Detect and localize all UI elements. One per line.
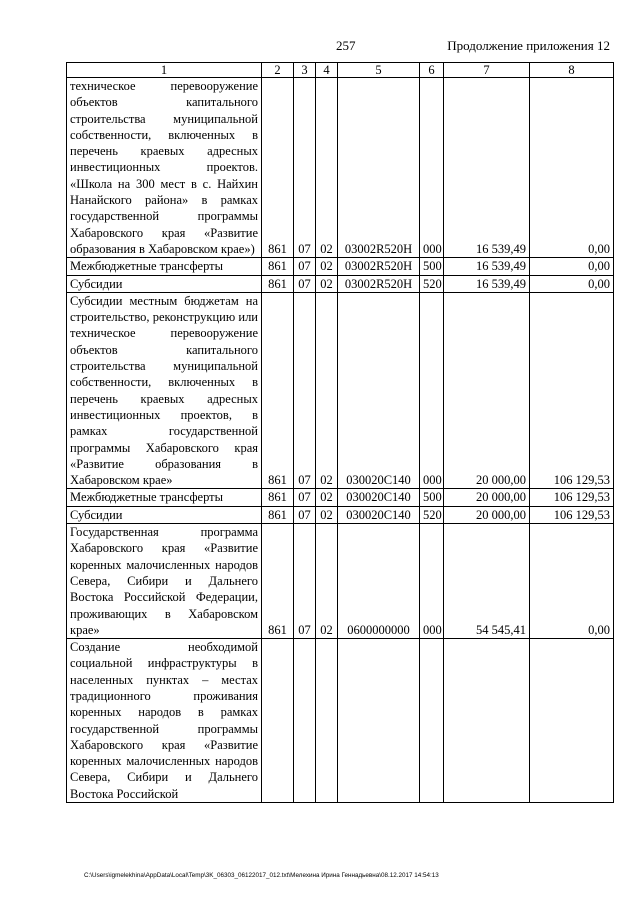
amount-col7: 20 000,00 xyxy=(444,506,530,523)
amount-col8: 106 129,53 xyxy=(530,506,614,523)
column-header: 7 xyxy=(444,63,530,78)
table-row xyxy=(67,506,614,523)
subsection-code: 02 xyxy=(316,78,338,258)
expense-type-code: 520 xyxy=(420,506,444,523)
target-article-code: 030020С140 xyxy=(338,292,420,489)
row-name: Межбюджетные трансферты xyxy=(67,489,262,506)
amount-col8: 106 129,53 xyxy=(530,489,614,506)
column-header: 3 xyxy=(294,63,316,78)
file-path-footer: C:\Users\igmelekhina\AppData\Local\Temp\3K_06303_06122017_012.txt\Мелехина Ирина Геннадьевна\08.12.2017 14:54:13 xyxy=(84,872,439,879)
table-row xyxy=(67,78,614,258)
column-header: 1 xyxy=(67,63,262,78)
table-row xyxy=(67,292,614,489)
target-article-code: 030020С140 xyxy=(338,489,420,506)
grbs-code: 861 xyxy=(262,275,294,292)
section-code: 07 xyxy=(294,78,316,258)
table-row xyxy=(67,489,614,506)
amount-col7: 54 545,41 xyxy=(444,524,530,639)
row-name: Субсидии xyxy=(67,275,262,292)
amount-col7: 20 000,00 xyxy=(444,292,530,489)
amount-col7: 16 539,49 xyxy=(444,258,530,275)
target-article-code: 030020С140 xyxy=(338,506,420,523)
amount-col8: 0,00 xyxy=(530,78,614,258)
subsection-code: 02 xyxy=(316,292,338,489)
subsection-code xyxy=(316,639,338,803)
target-article-code: 03002R520H xyxy=(338,275,420,292)
section-code: 07 xyxy=(294,489,316,506)
section-code: 07 xyxy=(294,524,316,639)
column-header-row xyxy=(67,63,614,78)
target-article-code: 03002R520H xyxy=(338,78,420,258)
section-code xyxy=(294,639,316,803)
row-name: техническое перевооружение объектов капитального строительства муниципальной собственности, включенных в перечень краевых адресных инвестиционных проектов. «Школа на 300 мест в с. Найхин Нанайского района» в рамках государственной программы Хабаровского края «Развитие образования в Хабаровском крае») xyxy=(67,78,262,258)
row-name: Субсидии местным бюджетам на строительство, реконструкцию или техническое перевооружение объектов капитального строительства муниципальной собственности, включенных в перечень краевых адресных инвестиционных проектов, в рамках государственной программы Хабаровского края «Развитие образования в Хабаровском крае» xyxy=(67,292,262,489)
amount-col7 xyxy=(444,639,530,803)
appendix-continuation-title: Продолжение приложения 12 xyxy=(447,38,610,53)
subsection-code: 02 xyxy=(316,489,338,506)
column-header: 6 xyxy=(420,63,444,78)
subsection-code: 02 xyxy=(316,275,338,292)
target-article-code xyxy=(338,639,420,803)
expense-type-code: 520 xyxy=(420,275,444,292)
subsection-code: 02 xyxy=(316,506,338,523)
column-header: 4 xyxy=(316,63,338,78)
table-row xyxy=(67,524,614,639)
row-name: Создание необходимой социальной инфраструктуры в населенных пунктах – местах традиционного проживания коренных народов в рамках государственной программы Хабаровского края «Развитие коренных малочисленных народов Севера, Сибири и Дальнего Востока Российской xyxy=(67,639,262,803)
table-row xyxy=(67,258,614,275)
subsection-code: 02 xyxy=(316,258,338,275)
expense-type-code: 000 xyxy=(420,292,444,489)
grbs-code: 861 xyxy=(262,489,294,506)
amount-col8: 0,00 xyxy=(530,258,614,275)
row-name: Государственная программа Хабаровского края «Развитие коренных малочисленных народов Севера, Сибири и Дальнего Востока Российской Федерации, проживающих в Хабаровском крае» xyxy=(67,524,262,639)
budget-table xyxy=(66,62,614,803)
grbs-code: 861 xyxy=(262,78,294,258)
section-code: 07 xyxy=(294,506,316,523)
grbs-code: 861 xyxy=(262,524,294,639)
section-code: 07 xyxy=(294,275,316,292)
table-row xyxy=(67,639,614,803)
section-code: 07 xyxy=(294,258,316,275)
amount-col8: 0,00 xyxy=(530,275,614,292)
amount-col7: 20 000,00 xyxy=(444,489,530,506)
expense-type-code: 000 xyxy=(420,78,444,258)
grbs-code: 861 xyxy=(262,258,294,275)
amount-col7: 16 539,49 xyxy=(444,78,530,258)
column-header: 5 xyxy=(338,63,420,78)
subsection-code: 02 xyxy=(316,524,338,639)
column-header: 2 xyxy=(262,63,294,78)
expense-type-code: 500 xyxy=(420,258,444,275)
amount-col8: 106 129,53 xyxy=(530,292,614,489)
expense-type-code: 500 xyxy=(420,489,444,506)
target-article-code: 0600000000 xyxy=(338,524,420,639)
expense-type-code xyxy=(420,639,444,803)
row-name: Межбюджетные трансферты xyxy=(67,258,262,275)
page-number: 257 xyxy=(336,38,356,53)
row-name: Субсидии xyxy=(67,506,262,523)
amount-col7: 16 539,49 xyxy=(444,275,530,292)
target-article-code: 03002R520H xyxy=(338,258,420,275)
expense-type-code: 000 xyxy=(420,524,444,639)
table-row xyxy=(67,275,614,292)
column-header: 8 xyxy=(530,63,614,78)
section-code: 07 xyxy=(294,292,316,489)
amount-col8: 0,00 xyxy=(530,524,614,639)
grbs-code: 861 xyxy=(262,292,294,489)
grbs-code xyxy=(262,639,294,803)
grbs-code: 861 xyxy=(262,506,294,523)
amount-col8 xyxy=(530,639,614,803)
